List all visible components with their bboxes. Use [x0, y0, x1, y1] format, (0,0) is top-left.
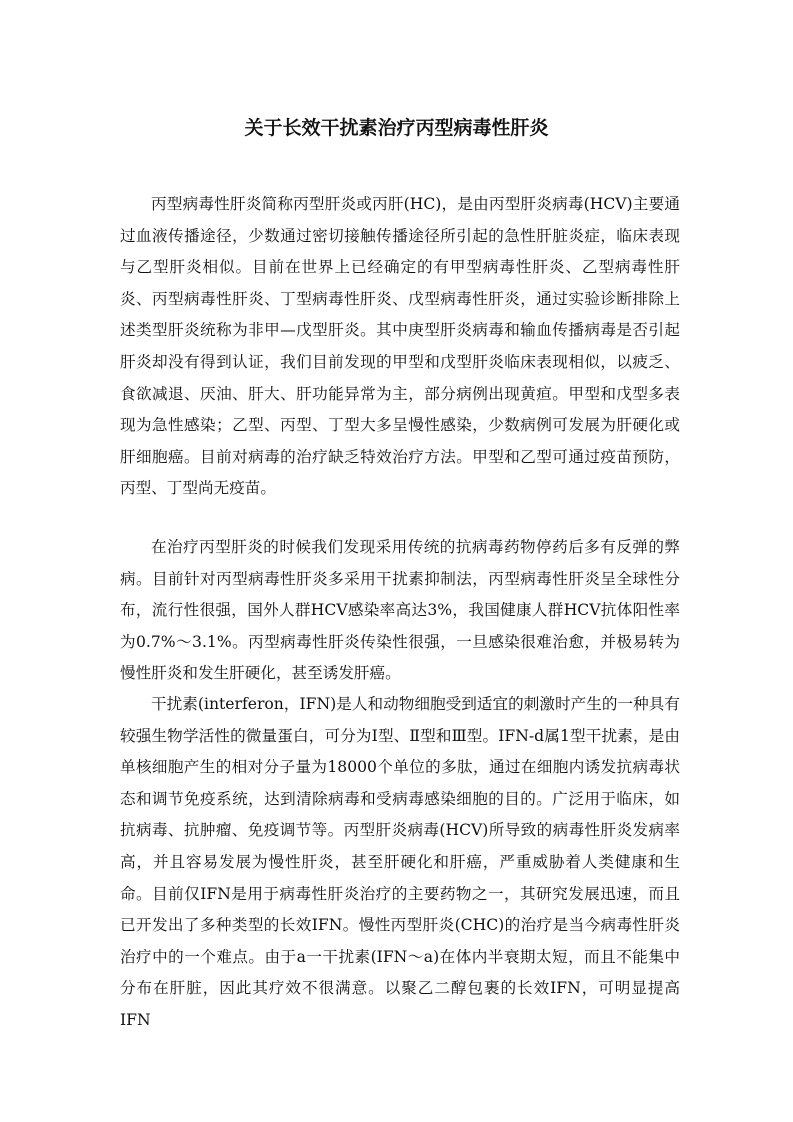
paragraph-treatment-background: 在治疗丙型肝炎的时候我们发现采用传统的抗病毒药物停药后多有反弹的弊病。目前针对丙型病毒性肝炎多采用干扰素抑制法，丙型病毒性肝炎呈全球性分布，流行性很强，国外人群HCV感染率高达3%，我国健康人群HCV抗体阳性率为0.7%～3.1%。丙型病毒性肝炎传染性很强，一旦感染很难治愈，并极易转为慢性肝炎和发生肝硬化，甚至诱发肝癌。 [120, 538, 680, 683]
paragraph-interferon-description: 干扰素(interferon，IFN)是人和动物细胞受到适宜的刺激时产生的一种具有较强生物学活性的微量蛋白，可分为Ⅰ型、Ⅱ型和Ⅲ型。IFN-d属1型干扰素，是由单核细胞产生的相对分子量为18000个单位的多肽，通过在细胞内诱发抗病毒状态和调节免疫系统，达到清除病毒和受病毒感染细胞的目的。广泛用于临床，如抗病毒、抗肿瘤、免疫调节等。丙型肝炎病毒(HCV)所导致的病毒性肝炎发病率高，并且容易发展为慢性肝炎，甚至肝硬化和肝癌，严重威胁着人类健康和生命。目前仅IFN是用于病毒性肝炎治疗的主要药物之一，其研究发展迅速，而且已开发出了多种类型的长效IFN。慢性丙型肝炎(CHC)的治疗是当今病毒性肝炎治疗中的一个难点。由于a一干扰素(IFN～a)在体内半衰期太短，而且不能集中分布在肝脏，因此其疗效不很满意。以聚乙二醇包裹的长效IFN，可明显提高IFN [120, 695, 680, 1029]
document-title: 关于长效干扰素治疗丙型病毒性肝炎 [244, 116, 549, 139]
paragraph-hepatitis-c-overview: 丙型病毒性肝炎简称丙型肝炎或丙肝(HC)，是由丙型肝炎病毒(HCV)主要通过血液传播途径，少数通过密切接触传播途径所引起的急性肝脏炎症，临床表现与乙型肝炎相似。目前在世界上已经确定的有甲型病毒性肝炎、乙型病毒性肝炎、丙型病毒性肝炎、丁型病毒性肝炎、戊型病毒性肝炎，通过实验诊断排除上述类型肝炎统称为非甲—戊型肝炎。其中庚型肝炎病毒和输血传播病毒是否引起肝炎却没有得到认证，我们目前发现的甲型和戊型肝炎临床表现相似，以疲乏、食欲减退、厌油、肝大、肝功能异常为主，部分病例出现黄疸。甲型和戊型多表现为急性感染；乙型、丙型、丁型大多呈慢性感染，少数病例可发展为肝硬化或肝细胞癌。目前对病毒的治疗缺乏特效治疗方法。甲型和乙型可通过疫苗预防，丙型、丁型尚无疫苗。 [120, 195, 680, 498]
